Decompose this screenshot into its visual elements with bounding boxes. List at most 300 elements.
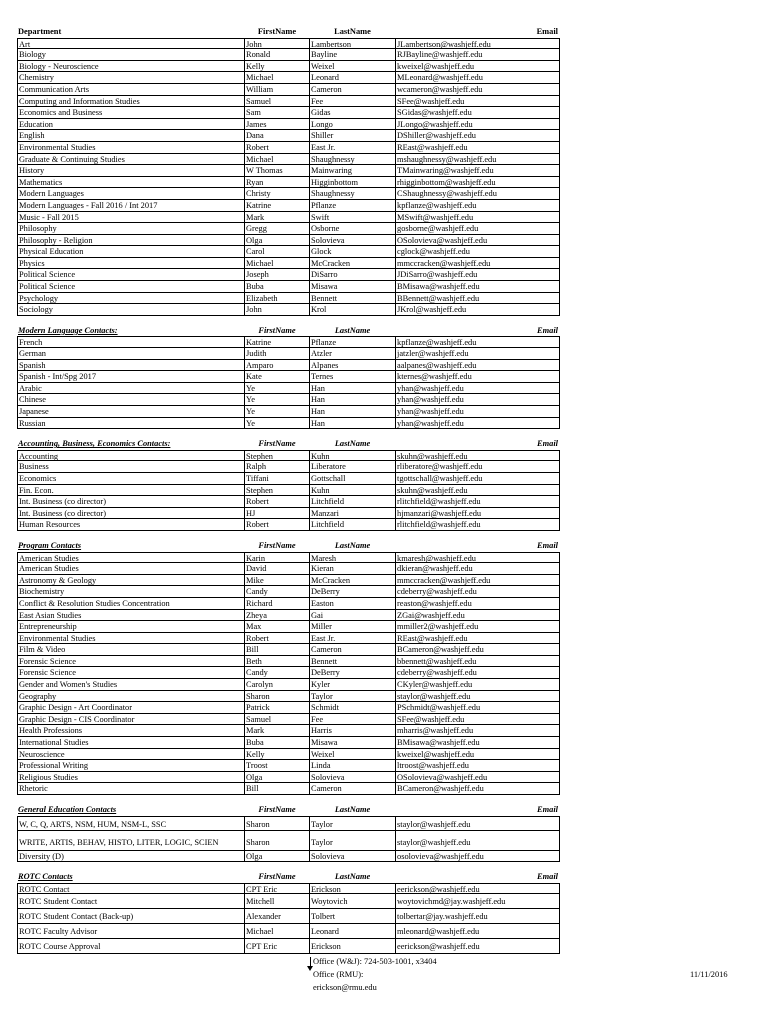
table-row	[17, 644, 560, 656]
table-row	[17, 633, 560, 645]
cell-email: jatzler@washjeff.edu	[395, 348, 560, 360]
cell-first-name: Sharon	[244, 691, 309, 703]
cell-email: JLambertson@washjeff.edu	[395, 38, 560, 50]
header-first-name: FirstName	[258, 540, 296, 550]
cell-email: dkieran@washjeff.edu	[395, 563, 560, 575]
cell-first-name: William	[244, 84, 309, 96]
cell-department: Spanish	[17, 360, 244, 372]
cell-department: Business	[17, 461, 244, 473]
cell-email: CShaughnessy@washjeff.edu	[395, 188, 560, 200]
cell-first-name: Ye	[244, 418, 309, 430]
cell-department: W, C, Q, ARTS, NSM, HUM, NSM-L, SSC	[17, 816, 244, 831]
cell-last-name: Litchfield	[309, 496, 395, 508]
cell-department: Rhetoric	[17, 783, 244, 795]
cell-department: Political Science	[17, 269, 244, 281]
cell-email: osolovieva@washjeff.edu	[395, 851, 560, 863]
cell-last-name: Solovieva	[309, 235, 395, 247]
cell-department: Astronomy & Geology	[17, 575, 244, 587]
cell-first-name: Richard	[244, 598, 309, 610]
cell-first-name: Michael	[244, 154, 309, 166]
cell-first-name: Michael	[244, 258, 309, 270]
cell-department: Computing and Information Studies	[17, 96, 244, 108]
cell-email: yhan@washjeff.edu	[395, 394, 560, 406]
cell-first-name: Robert	[244, 496, 309, 508]
cell-department: Physics	[17, 258, 244, 270]
table-row	[17, 371, 560, 383]
cell-email: BCameron@washjeff.edu	[395, 644, 560, 656]
cell-last-name: Taylor	[309, 831, 395, 851]
cell-department: ROTC Student Contact (Back-up)	[17, 909, 244, 924]
table-row	[17, 816, 560, 831]
table-row	[17, 258, 560, 270]
footer-email: erickson@rmu.edu	[313, 983, 377, 992]
cell-last-name: Miller	[309, 621, 395, 633]
cell-first-name: Katrine	[244, 200, 309, 212]
cell-department: Neuroscience	[17, 749, 244, 761]
cell-last-name: Harris	[309, 725, 395, 737]
table-row	[17, 49, 560, 61]
table-row	[17, 725, 560, 737]
cell-email: TMainwaring@washjeff.edu	[395, 165, 560, 177]
cell-last-name: Han	[309, 383, 395, 395]
cell-first-name: Kate	[244, 371, 309, 383]
cell-last-name: Alpanes	[309, 360, 395, 372]
table-row	[17, 772, 560, 784]
table-row	[17, 119, 560, 131]
cell-email: kmaresh@washjeff.edu	[395, 552, 560, 564]
header-email: Email	[536, 27, 558, 36]
cell-first-name: Olga	[244, 851, 309, 863]
section-header-row	[17, 438, 560, 450]
cell-department: WRITE, ARTIS, BEHAV, HISTO, LITER, LOGIC, SCIEN	[17, 831, 244, 851]
cell-last-name: Taylor	[309, 816, 395, 831]
cell-department: Accounting	[17, 450, 244, 462]
table-row	[17, 130, 560, 142]
table-row	[17, 496, 560, 508]
table-row	[17, 235, 560, 247]
table-row	[17, 200, 560, 212]
table-row	[17, 360, 560, 372]
cell-last-name: Kieran	[309, 563, 395, 575]
table-row	[17, 383, 560, 395]
cell-department: Economics	[17, 473, 244, 485]
cell-email: BMisawa@washjeff.edu	[395, 281, 560, 293]
cell-first-name: Stephen	[244, 450, 309, 462]
cell-email: kpflanze@washjeff.edu	[395, 200, 560, 212]
cell-email: REast@washjeff.edu	[395, 633, 560, 645]
cell-last-name: Pflanze	[309, 336, 395, 348]
cell-department: Modern Languages	[17, 188, 244, 200]
cell-department: Modern Languages - Fall 2016 / Int 2017	[17, 200, 244, 212]
cell-email: OSolovieva@washjeff.edu	[395, 235, 560, 247]
cell-last-name: Gottschall	[309, 473, 395, 485]
cell-last-name: Gidas	[309, 107, 395, 119]
cell-first-name: Ralph	[244, 461, 309, 473]
table-row	[17, 293, 560, 305]
cell-first-name: Robert	[244, 519, 309, 531]
cell-last-name: Erickson	[309, 939, 395, 954]
cell-email: eerickson@washjeff.edu	[395, 883, 560, 895]
section-general-education	[17, 804, 560, 862]
cell-first-name: Carolyn	[244, 679, 309, 691]
table-row	[17, 894, 560, 909]
cell-last-name: Higginbottom	[309, 177, 395, 189]
cell-department: German	[17, 348, 244, 360]
table-row	[17, 563, 560, 575]
cell-email: ZGai@washjeff.edu	[395, 610, 560, 622]
cell-department: ROTC Course Approval	[17, 939, 244, 954]
cell-first-name: Olga	[244, 772, 309, 784]
table-row	[17, 72, 560, 84]
contacts-sheet	[17, 26, 560, 963]
cell-email: cglock@washjeff.edu	[395, 246, 560, 258]
cell-department: Graphic Design - CIS Coordinator	[17, 714, 244, 726]
cell-email: eerickson@washjeff.edu	[395, 939, 560, 954]
cell-email: staylor@washjeff.edu	[395, 691, 560, 703]
table-row	[17, 418, 560, 430]
cell-email: mharris@washjeff.edu	[395, 725, 560, 737]
cell-last-name: Pflanze	[309, 200, 395, 212]
cell-email: mmccracken@washjeff.edu	[395, 575, 560, 587]
table-row	[17, 924, 560, 939]
cell-email: mmiller2@washjeff.edu	[395, 621, 560, 633]
table-row	[17, 38, 560, 50]
section-accounting	[17, 438, 560, 531]
table-row	[17, 461, 560, 473]
section-header-row	[17, 804, 560, 816]
cell-first-name: Mike	[244, 575, 309, 587]
cell-email: kpflanze@washjeff.edu	[395, 336, 560, 348]
cell-email: kweixel@washjeff.edu	[395, 61, 560, 73]
header-department: Modern Language Contacts:	[18, 325, 118, 335]
cell-department: ROTC Student Contact	[17, 894, 244, 909]
section-header-row	[17, 871, 560, 883]
section-program	[17, 540, 560, 795]
cell-first-name: Ye	[244, 394, 309, 406]
cell-department: Biology - Neuroscience	[17, 61, 244, 73]
cell-department: Political Science	[17, 281, 244, 293]
table-row	[17, 783, 560, 795]
cell-first-name: Mark	[244, 725, 309, 737]
table-row	[17, 691, 560, 703]
cell-department: Graduate & Continuing Studies	[17, 154, 244, 166]
cell-last-name: Kyler	[309, 679, 395, 691]
section-modern-language	[17, 325, 560, 429]
cell-last-name: Bayline	[309, 49, 395, 61]
cell-department: Biology	[17, 49, 244, 61]
cell-first-name: Tiffani	[244, 473, 309, 485]
cell-email: mleonard@washjeff.edu	[395, 924, 560, 939]
cell-first-name: Ronald	[244, 49, 309, 61]
cell-first-name: Bill	[244, 644, 309, 656]
table-row	[17, 679, 560, 691]
header-last-name: LastName	[334, 439, 371, 449]
table-row	[17, 246, 560, 258]
cell-department: Gender and Women's Studies	[17, 679, 244, 691]
cell-department: Russian	[17, 418, 244, 430]
cell-department: Religious Studies	[17, 772, 244, 784]
header-last-name: LastName	[334, 540, 371, 550]
cell-first-name: Ryan	[244, 177, 309, 189]
cell-department: Human Resources	[17, 519, 244, 531]
cell-first-name: Robert	[244, 633, 309, 645]
table-row	[17, 336, 560, 348]
cell-email: wcameron@washjeff.edu	[395, 84, 560, 96]
cell-first-name: Zheya	[244, 610, 309, 622]
cell-first-name: Stephen	[244, 485, 309, 497]
cell-first-name: Buba	[244, 281, 309, 293]
table-row	[17, 749, 560, 761]
cell-email: MLeonard@washjeff.edu	[395, 72, 560, 84]
cell-last-name: Lambertson	[309, 38, 395, 50]
cell-last-name: Schmidt	[309, 702, 395, 714]
table-row	[17, 281, 560, 293]
cell-email: bbennett@washjeff.edu	[395, 656, 560, 668]
header-department: General Education Contacts	[18, 805, 117, 814]
cell-department: Graphic Design - Art Coordinator	[17, 702, 244, 714]
header-last-name: LastName	[334, 872, 371, 882]
table-row	[17, 473, 560, 485]
header-first-name: FirstName	[257, 27, 297, 36]
cell-first-name: Sam	[244, 107, 309, 119]
table-row	[17, 737, 560, 749]
cell-department: Economics and Business	[17, 107, 244, 119]
cell-first-name: John	[244, 38, 309, 50]
cell-last-name: Linda	[309, 760, 395, 772]
cell-last-name: Solovieva	[309, 851, 395, 863]
table-row	[17, 519, 560, 531]
cell-last-name: Easton	[309, 598, 395, 610]
cell-last-name: East Jr.	[309, 633, 395, 645]
table-row	[17, 165, 560, 177]
table-row	[17, 656, 560, 668]
cell-department: Biochemistry	[17, 586, 244, 598]
table-row	[17, 610, 560, 622]
cell-last-name: Manzari	[309, 508, 395, 520]
cell-department: Fin. Econ.	[17, 485, 244, 497]
cell-email: BBennett@washjeff.edu	[395, 293, 560, 305]
cell-last-name: Liberatore	[309, 461, 395, 473]
cell-email: mmccracken@washjeff.edu	[395, 258, 560, 270]
cell-last-name: Tolbert	[309, 909, 395, 924]
cell-last-name: Longo	[309, 119, 395, 131]
cell-last-name: Leonard	[309, 924, 395, 939]
cell-last-name: Kuhn	[309, 450, 395, 462]
cell-department: Film & Video	[17, 644, 244, 656]
cell-department: Professional Writing	[17, 760, 244, 772]
cell-email: tolbertar@jay.washjeff.edu	[395, 909, 560, 924]
table-row	[17, 84, 560, 96]
header-first-name: FirstName	[258, 805, 296, 814]
cell-department: Geography	[17, 691, 244, 703]
table-row	[17, 831, 560, 851]
cell-department: Mathematics	[17, 177, 244, 189]
cell-first-name: Samuel	[244, 96, 309, 108]
header-email: Email	[537, 325, 558, 335]
cell-last-name: Shiller	[309, 130, 395, 142]
cell-email: reaston@washjeff.edu	[395, 598, 560, 610]
cell-email: rliberatore@washjeff.edu	[395, 461, 560, 473]
cell-department: Philosophy - Religion	[17, 235, 244, 247]
cell-last-name: Ternes	[309, 371, 395, 383]
cell-department: Environmental Studies	[17, 633, 244, 645]
footer-office-rmu: Office (RMU):	[313, 970, 364, 979]
cell-email: kternes@washjeff.edu	[395, 371, 560, 383]
table-row	[17, 621, 560, 633]
cell-email: skuhn@washjeff.edu	[395, 485, 560, 497]
table-row	[17, 909, 560, 924]
section-header-row	[17, 325, 560, 337]
table-row	[17, 304, 560, 316]
cell-first-name: Mark	[244, 212, 309, 224]
cell-last-name: Erickson	[309, 883, 395, 895]
table-row	[17, 212, 560, 224]
cell-department: Music - Fall 2015	[17, 212, 244, 224]
cell-department: Arabic	[17, 383, 244, 395]
cell-department: International Studies	[17, 737, 244, 749]
cell-first-name: Sharon	[244, 831, 309, 851]
cell-email: yhan@washjeff.edu	[395, 383, 560, 395]
cell-email: DShiller@washjeff.edu	[395, 130, 560, 142]
cell-department: East Asian Studies	[17, 610, 244, 622]
table-row	[17, 177, 560, 189]
cell-department: Communication Arts	[17, 84, 244, 96]
cell-first-name: Sharon	[244, 816, 309, 831]
table-row	[17, 883, 560, 895]
table-row	[17, 667, 560, 679]
cell-first-name: Olga	[244, 235, 309, 247]
section-rotc	[17, 871, 560, 954]
cell-first-name: Ye	[244, 406, 309, 418]
cell-department: American Studies	[17, 563, 244, 575]
cell-last-name: Fee	[309, 96, 395, 108]
cell-last-name: Cameron	[309, 84, 395, 96]
cell-first-name: Katrine	[244, 336, 309, 348]
cell-department: History	[17, 165, 244, 177]
cell-first-name: Amparo	[244, 360, 309, 372]
cell-first-name: Ye	[244, 383, 309, 395]
cell-last-name: Han	[309, 406, 395, 418]
cell-first-name: Kelly	[244, 61, 309, 73]
cell-department: Sociology	[17, 304, 244, 316]
cell-last-name: Osborne	[309, 223, 395, 235]
table-row	[17, 61, 560, 73]
cell-last-name: DeBerry	[309, 586, 395, 598]
header-department: ROTC Contacts	[18, 872, 73, 882]
cell-email: SGidas@washjeff.edu	[395, 107, 560, 119]
cell-department: Int. Business (co director)	[17, 496, 244, 508]
cell-last-name: Krol	[309, 304, 395, 316]
cell-last-name: McCracken	[309, 258, 395, 270]
table-row	[17, 760, 560, 772]
cell-first-name: John	[244, 304, 309, 316]
cell-last-name: Swift	[309, 212, 395, 224]
cell-last-name: Shaughnessy	[309, 188, 395, 200]
cell-last-name: Mainwaring	[309, 165, 395, 177]
cell-first-name: Kelly	[244, 749, 309, 761]
cell-first-name: W Thomas	[244, 165, 309, 177]
table-row	[17, 485, 560, 497]
cell-last-name: Han	[309, 394, 395, 406]
cell-last-name: Fee	[309, 714, 395, 726]
cell-department: Psychology	[17, 293, 244, 305]
header-department: Department	[18, 27, 62, 36]
cell-email: gosborne@washjeff.edu	[395, 223, 560, 235]
section-header-row	[17, 26, 560, 38]
cell-department: Conflict & Resolution Studies Concentration	[17, 598, 244, 610]
header-first-name: FirstName	[258, 439, 296, 449]
cell-last-name: Bennett	[309, 656, 395, 668]
cell-first-name: Karin	[244, 552, 309, 564]
cell-email: SFee@washjeff.edu	[395, 96, 560, 108]
cell-email: OSolovieva@washjeff.edu	[395, 772, 560, 784]
cell-last-name: Cameron	[309, 644, 395, 656]
cell-first-name: Michael	[244, 924, 309, 939]
cell-last-name: Weixel	[309, 61, 395, 73]
cell-email: BMisawa@washjeff.edu	[395, 737, 560, 749]
cell-first-name: Buba	[244, 737, 309, 749]
cell-first-name: Beth	[244, 656, 309, 668]
cell-last-name: Han	[309, 418, 395, 430]
header-department: Program Contacts	[18, 540, 82, 550]
table-row	[17, 714, 560, 726]
cell-department: Diversity (D)	[17, 851, 244, 863]
table-row	[17, 96, 560, 108]
cell-department: Environmental Studies	[17, 142, 244, 154]
footer-office-wj: Office (W&J): 724-503-1001, x3404	[313, 957, 437, 966]
table-row	[17, 586, 560, 598]
cell-last-name: McCracken	[309, 575, 395, 587]
table-row	[17, 223, 560, 235]
cell-email: rhigginbottom@washjeff.edu	[395, 177, 560, 189]
cell-department: Forensic Science	[17, 667, 244, 679]
cell-department: French	[17, 336, 244, 348]
header-last-name: LastName	[334, 27, 371, 36]
cell-first-name: Elizabeth	[244, 293, 309, 305]
cell-first-name: Dana	[244, 130, 309, 142]
cell-email: staylor@washjeff.edu	[395, 831, 560, 851]
cell-department: Entrepreneurship	[17, 621, 244, 633]
cell-email: hjmanzari@washjeff.edu	[395, 508, 560, 520]
header-first-name: FirstName	[258, 325, 296, 335]
cell-department: Health Professions	[17, 725, 244, 737]
header-email: Email	[537, 805, 558, 814]
cell-email: REast@washjeff.edu	[395, 142, 560, 154]
cell-last-name: Maresh	[309, 552, 395, 564]
table-row	[17, 702, 560, 714]
cell-first-name: CPT Eric	[244, 939, 309, 954]
cell-first-name: Mitchell	[244, 894, 309, 909]
cell-department: American Studies	[17, 552, 244, 564]
cell-email: BCameron@washjeff.edu	[395, 783, 560, 795]
cell-last-name: Glock	[309, 246, 395, 258]
cell-email: SFee@washjeff.edu	[395, 714, 560, 726]
cell-last-name: Shaughnessy	[309, 154, 395, 166]
cell-department: Chemistry	[17, 72, 244, 84]
cell-email: staylor@washjeff.edu	[395, 816, 560, 831]
cell-first-name: Alexander	[244, 909, 309, 924]
cell-first-name: Carol	[244, 246, 309, 258]
cell-last-name: Cameron	[309, 783, 395, 795]
table-row	[17, 406, 560, 418]
cell-department: Spanish - Int/Spg 2017	[17, 371, 244, 383]
header-email: Email	[537, 439, 558, 449]
cell-email: RJBayline@washjeff.edu	[395, 49, 560, 61]
cell-email: CKyler@washjeff.edu	[395, 679, 560, 691]
table-row	[17, 348, 560, 360]
cell-last-name: DiSarro	[309, 269, 395, 281]
cell-first-name: Christy	[244, 188, 309, 200]
